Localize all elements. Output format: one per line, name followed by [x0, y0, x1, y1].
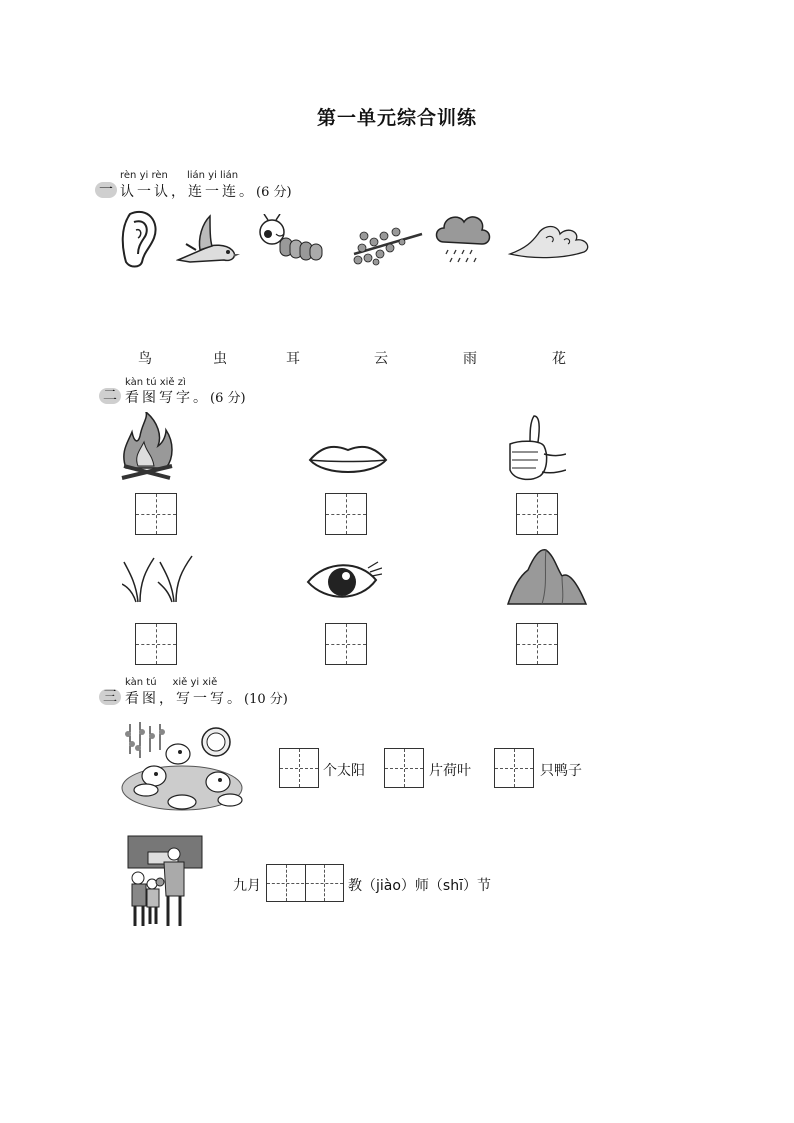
writing-box[interactable] [135, 493, 177, 535]
section-1-prompt: 认一认，连一连。(6 分) [120, 184, 292, 200]
section-1-number: 一 [95, 182, 117, 198]
mountain-icon [506, 546, 588, 606]
writing-box[interactable] [325, 493, 367, 535]
phrase-lotus: 片荷叶 [429, 763, 471, 779]
char-rain: 雨 [463, 351, 477, 367]
cloud-icon [506, 218, 592, 262]
rain-cloud-icon [434, 210, 492, 268]
section-3-prompt: 看图，写一写。(10 分) [125, 691, 288, 707]
writing-box[interactable] [279, 748, 319, 788]
section-3-number: 三 [99, 689, 121, 705]
writing-box[interactable] [516, 493, 558, 535]
section-3-pinyin: kàn tú xiě yi xiě [125, 677, 218, 688]
caterpillar-icon [258, 214, 324, 266]
bird-icon [176, 214, 240, 266]
char-insect: 虫 [213, 351, 227, 367]
page-title: 第一单元综合训练 [316, 107, 477, 129]
eye-icon [306, 558, 382, 604]
phrase-sun: 个太阳 [323, 763, 365, 779]
section-1-pinyin: rèn yi rèn lián yi lián [120, 170, 239, 181]
phrase-duck: 只鸭子 [540, 763, 582, 779]
writing-box[interactable] [325, 623, 367, 665]
teacher-day-prefix: 九月 [233, 878, 261, 894]
pond-scene-icon [118, 720, 246, 812]
writing-box[interactable] [516, 623, 558, 665]
teacher-day-suffix: 教（jiào）师（shī）节 [348, 878, 491, 894]
mouth-icon [308, 440, 388, 480]
section-2-prompt: 看图写字。(6 分) [125, 390, 246, 406]
char-flower: 花 [552, 351, 566, 367]
writing-box-double[interactable] [266, 864, 344, 902]
char-cloud: 云 [374, 351, 388, 367]
char-bird: 鸟 [138, 351, 152, 367]
char-ear: 耳 [286, 351, 300, 367]
hand-icon [500, 414, 566, 484]
grass-icon [122, 552, 196, 604]
flower-branch-icon [350, 214, 424, 268]
writing-box[interactable] [494, 748, 534, 788]
section-2-pinyin: kàn tú xiě zì [125, 377, 186, 388]
teacher-day-scene-icon [126, 834, 204, 930]
writing-box[interactable] [384, 748, 424, 788]
ear-icon [118, 208, 160, 268]
fire-icon [118, 412, 176, 482]
writing-box[interactable] [135, 623, 177, 665]
section-2-number: 二 [99, 388, 121, 404]
